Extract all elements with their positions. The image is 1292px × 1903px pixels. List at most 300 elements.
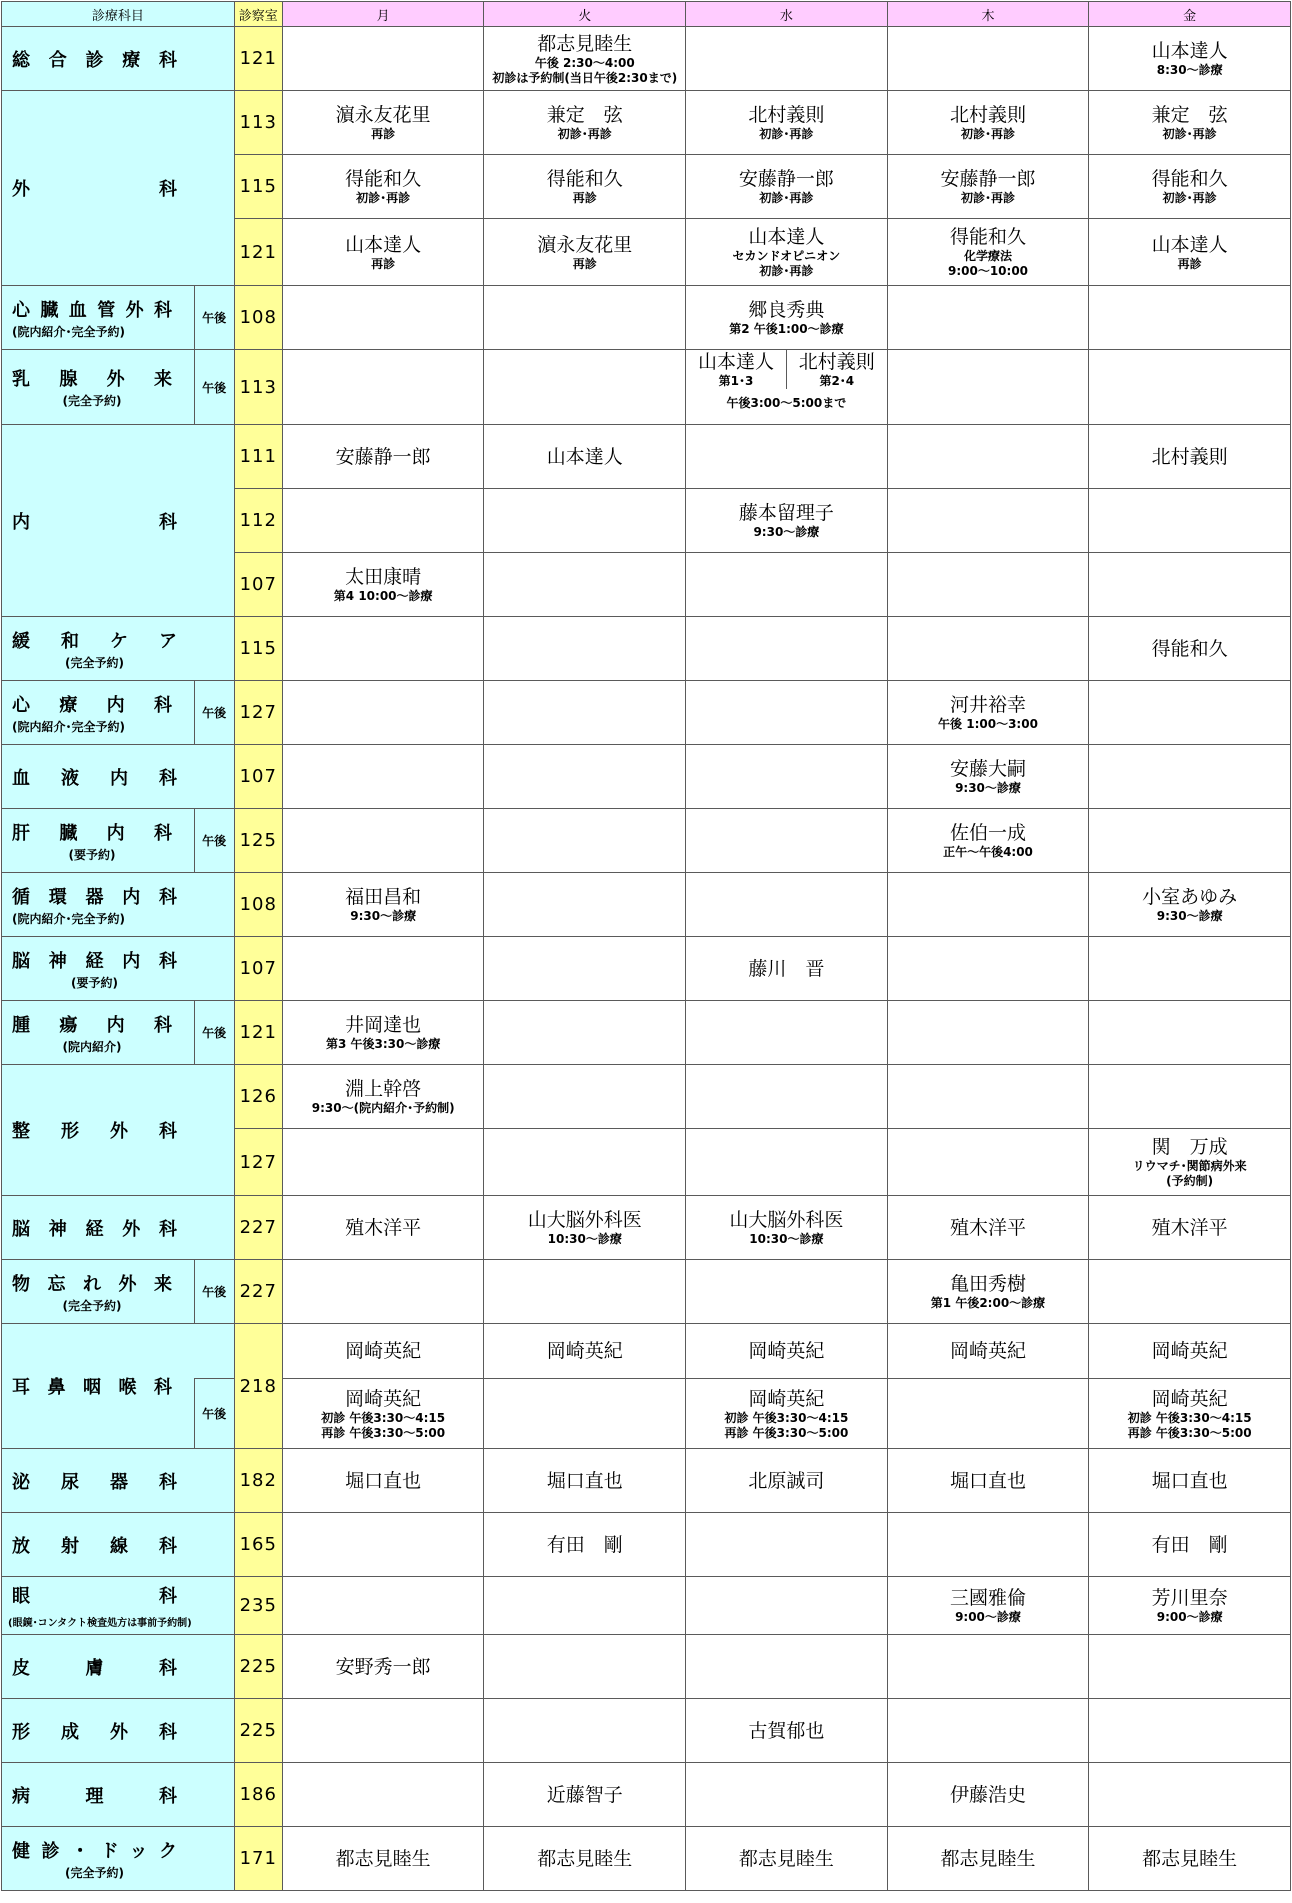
schedule-note: 午後3:00～5:00まで <box>726 396 847 410</box>
schedule-cell <box>484 286 686 350</box>
room-number: 171 <box>234 1827 282 1891</box>
dept-cell <box>2 1065 235 1196</box>
schedule-cell <box>887 286 1089 350</box>
table-row <box>2 91 1291 155</box>
header-fri: 金 <box>1089 2 1291 27</box>
schedule-cell <box>887 1827 1089 1891</box>
room-number: 121 <box>234 1001 282 1065</box>
schedule-sheet <box>1 1 1291 1891</box>
dept-cell <box>2 1513 235 1577</box>
schedule-note: 9:00～10:00 <box>947 264 1029 278</box>
schedule-cell <box>887 489 1089 553</box>
doctor-name: 藤本留理子 <box>738 502 834 524</box>
doctor-name: 北村義則 <box>798 351 875 373</box>
room-number: 126 <box>234 1065 282 1129</box>
schedule-cell <box>887 1065 1089 1129</box>
dept-subnote: (完全予約) <box>65 655 124 670</box>
doctor-name: 北村義則 <box>949 104 1026 126</box>
schedule-cell <box>1089 617 1291 681</box>
schedule-cell <box>686 1577 888 1635</box>
schedule-cell <box>686 1196 888 1260</box>
schedule-cell <box>686 745 888 809</box>
doctor-name: 有田 剛 <box>1151 1533 1228 1556</box>
schedule-note: 第3 午後3:30～診療 <box>325 1037 441 1051</box>
schedule-cell <box>484 1260 686 1324</box>
doctor-name: 小室あゆみ <box>1142 886 1238 908</box>
schedule-cell <box>282 219 484 286</box>
schedule-cell <box>1089 1635 1291 1699</box>
header-tue: 火 <box>484 2 686 27</box>
schedule-note: 10:30～診療 <box>749 1232 824 1246</box>
dept-subnote: (完全予約) <box>62 394 122 408</box>
schedule-note: 再診 午後3:30～5:00 <box>321 1425 446 1440</box>
table-row <box>2 681 1291 745</box>
schedule-cell <box>484 425 686 489</box>
doctor-name: 山本達人 <box>1151 233 1228 256</box>
dept-name: 乳腺外来 <box>12 369 172 390</box>
dept-cell <box>2 425 235 617</box>
table-row <box>2 1513 1291 1577</box>
schedule-note: 9:00～診療 <box>1156 1610 1223 1624</box>
schedule-cell <box>1089 1065 1291 1129</box>
schedule-note: 第2 午後1:00～診療 <box>729 322 844 336</box>
schedule-cell <box>686 1449 888 1513</box>
schedule-cell <box>887 1196 1089 1260</box>
schedule-cell <box>887 873 1089 937</box>
schedule-cell <box>484 91 686 155</box>
doctor-name: 関 万成 <box>1151 1136 1228 1158</box>
doctor-name: 岡崎英紀 <box>1151 1387 1228 1410</box>
schedule-cell <box>1089 745 1291 809</box>
schedule-cell <box>282 681 484 745</box>
schedule-cell <box>484 27 686 91</box>
schedule-note: 9:30～診療 <box>753 525 820 539</box>
schedule-cell <box>887 27 1089 91</box>
dept-name: 物忘れ外来 <box>12 1273 172 1295</box>
schedule-cell <box>887 1513 1089 1577</box>
doctor-name: 伊藤浩史 <box>949 1783 1026 1806</box>
schedule-cell <box>887 745 1089 809</box>
table-row <box>2 1260 1291 1324</box>
room-number: 108 <box>234 873 282 937</box>
split-left <box>686 350 787 389</box>
table-row <box>2 1065 1291 1129</box>
schedule-cell <box>484 1513 686 1577</box>
schedule-cell <box>1089 1827 1291 1891</box>
schedule-note: 初診 午後3:30～4:15 <box>1127 1410 1252 1425</box>
schedule-cell <box>484 1324 686 1379</box>
schedule-cell <box>484 681 686 745</box>
dept-name: 皮膚科 <box>12 1657 177 1679</box>
schedule-cell <box>1089 1763 1291 1827</box>
doctor-name: 殖木洋平 <box>345 1216 422 1239</box>
dept-name: 整形外科 <box>12 1121 177 1142</box>
room-number: 108 <box>234 286 282 350</box>
schedule-cell <box>686 1379 888 1449</box>
schedule-cell <box>484 1827 686 1891</box>
dept-subnote: (院内紹介･完全予約) <box>12 911 125 926</box>
schedule-cell <box>282 809 484 873</box>
doctor-name: 北村義則 <box>1151 445 1228 468</box>
dept-subnote: (院内紹介･完全予約) <box>12 719 125 734</box>
dept-name: 心臓血管外科 <box>12 299 172 321</box>
dept-subnote: (完全予約) <box>62 1298 122 1313</box>
dept-cell <box>2 1001 195 1065</box>
outpatient-schedule-table <box>1 1 1291 1891</box>
doctor-name: 都志見睦生 <box>738 1847 834 1870</box>
schedule-cell <box>1089 1129 1291 1196</box>
room-number: 227 <box>234 1260 282 1324</box>
doctor-name: 殖木洋平 <box>949 1216 1026 1239</box>
schedule-cell <box>484 1379 686 1449</box>
schedule-cell <box>282 1065 484 1129</box>
schedule-cell <box>1089 553 1291 617</box>
room-number: 121 <box>234 27 282 91</box>
schedule-cell <box>484 1196 686 1260</box>
dept-cell-spacer <box>194 1324 234 1379</box>
room-number: 225 <box>234 1635 282 1699</box>
doctor-name: 安藤静一郎 <box>738 168 834 190</box>
doctor-name: 岡崎英紀 <box>546 1340 623 1362</box>
schedule-cell <box>686 937 888 1001</box>
schedule-cell <box>1089 286 1291 350</box>
schedule-cell <box>282 91 484 155</box>
dept-cell <box>2 809 195 873</box>
dept-cell <box>2 617 235 681</box>
room-number: 225 <box>234 1699 282 1763</box>
schedule-cell <box>686 873 888 937</box>
dept-subnote: (要予約) <box>71 975 118 990</box>
schedule-cell <box>1089 1196 1291 1260</box>
schedule-cell <box>484 1763 686 1827</box>
schedule-cell <box>282 1513 484 1577</box>
dept-name: 脳神経内科 <box>12 950 177 972</box>
schedule-cell <box>686 809 888 873</box>
schedule-cell <box>282 1324 484 1379</box>
afternoon-label: 午後 <box>194 809 234 873</box>
doctor-name: 岡崎英紀 <box>748 1387 825 1410</box>
dept-name: 心療内科 <box>12 694 172 716</box>
schedule-cell <box>484 553 686 617</box>
schedule-cell <box>887 809 1089 873</box>
schedule-note: 初診 午後3:30～4:15 <box>321 1410 446 1425</box>
doctor-name: 堀口直也 <box>1151 1469 1228 1492</box>
dept-name: 腫瘍内科 <box>12 1014 172 1036</box>
dept-name: 眼科 <box>12 1586 177 1607</box>
schedule-cell <box>484 745 686 809</box>
schedule-cell <box>887 681 1089 745</box>
schedule-cell <box>282 1635 484 1699</box>
doctor-name: 得能和久 <box>546 168 623 190</box>
schedule-cell <box>1089 873 1291 937</box>
afternoon-label: 午後 <box>194 1379 234 1449</box>
schedule-cell <box>484 350 686 425</box>
dept-name: 放射線科 <box>12 1535 177 1557</box>
schedule-cell <box>887 425 1089 489</box>
dept-cell <box>2 1763 235 1827</box>
table-row <box>2 745 1291 809</box>
schedule-cell <box>282 1196 484 1260</box>
schedule-cell <box>282 745 484 809</box>
doctor-name: 有田 剛 <box>546 1533 623 1556</box>
doctor-name: 近藤智子 <box>546 1783 623 1806</box>
schedule-cell <box>282 27 484 91</box>
room-number: 115 <box>234 617 282 681</box>
room-number: 165 <box>234 1513 282 1577</box>
schedule-cell <box>484 1577 686 1635</box>
header-wed: 水 <box>686 2 888 27</box>
schedule-cell <box>282 937 484 1001</box>
schedule-note: 8:30～診療 <box>1156 63 1223 77</box>
schedule-cell <box>484 1699 686 1763</box>
schedule-note: 初診･再診 <box>759 127 814 141</box>
doctor-name: 淵上幹啓 <box>345 1078 422 1100</box>
table-row <box>2 1324 1291 1379</box>
dept-cell <box>2 286 195 350</box>
schedule-cell <box>887 937 1089 1001</box>
schedule-note: 午後 1:00～3:00 <box>938 717 1038 731</box>
schedule-cell <box>282 1001 484 1065</box>
doctor-name: 堀口直也 <box>546 1469 623 1492</box>
schedule-note: 化学療法 <box>963 249 1012 263</box>
dept-subnote: (要予約) <box>68 847 116 862</box>
schedule-note: 初診は予約制(当日午後2:30まで) <box>492 70 678 85</box>
schedule-cell <box>686 1827 888 1891</box>
schedule-cell <box>887 1577 1089 1635</box>
dept-cell <box>2 1699 235 1763</box>
dept-cell <box>2 27 235 91</box>
split-right <box>787 350 887 389</box>
schedule-cell <box>484 489 686 553</box>
schedule-cell <box>1089 155 1291 219</box>
schedule-cell <box>282 425 484 489</box>
schedule-cell <box>484 809 686 873</box>
schedule-cell <box>887 1449 1089 1513</box>
doctor-name: 三國雅倫 <box>949 1587 1026 1609</box>
schedule-cell <box>686 681 888 745</box>
doctor-name: 郷良秀典 <box>748 299 825 321</box>
room-number: 113 <box>234 350 282 425</box>
schedule-cell <box>686 1001 888 1065</box>
schedule-cell <box>1089 425 1291 489</box>
doctor-name: 河井裕幸 <box>949 694 1026 716</box>
schedule-cell <box>282 1827 484 1891</box>
header-mon: 月 <box>282 2 484 27</box>
dept-name: 泌尿器科 <box>12 1471 177 1493</box>
schedule-cell <box>282 553 484 617</box>
dept-name: 脳神経外科 <box>12 1218 177 1240</box>
schedule-cell <box>1089 1324 1291 1379</box>
dept-cell <box>2 681 195 745</box>
dept-subnote: (完全予約) <box>65 1865 124 1880</box>
schedule-note: 再診 午後3:30～5:00 <box>724 1425 849 1440</box>
schedule-cell <box>686 1260 888 1324</box>
schedule-cell <box>282 1449 484 1513</box>
dept-cell <box>2 1449 235 1513</box>
schedule-cell <box>686 1763 888 1827</box>
room-number: 111 <box>234 425 282 489</box>
schedule-cell <box>1089 27 1291 91</box>
table-row <box>2 809 1291 873</box>
doctor-name: 北原誠司 <box>748 1469 825 1492</box>
schedule-cell <box>484 1001 686 1065</box>
schedule-cell <box>282 1260 484 1324</box>
doctor-name: 佐伯一成 <box>949 822 1026 844</box>
schedule-cell <box>887 1763 1089 1827</box>
dept-name: 耳鼻咽喉科 <box>12 1377 172 1398</box>
doctor-name: 山本達人 <box>345 233 422 256</box>
schedule-note: (予約制) <box>1166 1174 1214 1188</box>
dept-name: 形成外科 <box>12 1721 177 1743</box>
dept-subnote: (眼鏡･コンタクト検査処方は事前予約制) <box>8 1618 192 1629</box>
dept-cell <box>2 350 195 425</box>
room-number: 127 <box>234 1129 282 1196</box>
doctor-name: 山本達人 <box>1151 40 1228 62</box>
room-number: 121 <box>234 219 282 286</box>
doctor-name: 堀口直也 <box>345 1469 422 1492</box>
doctor-name: 岡崎英紀 <box>345 1340 422 1362</box>
table-row <box>2 1001 1291 1065</box>
schedule-note: セカンドオピニオン <box>732 249 841 263</box>
table-row <box>2 350 1291 425</box>
schedule-note: 第1 午後2:00～診療 <box>930 1296 1046 1310</box>
doctor-name: 殖木洋平 <box>1151 1216 1228 1239</box>
dept-name: 総合診療科 <box>12 49 177 71</box>
doctor-name: 兼定 弦 <box>1151 104 1228 126</box>
schedule-cell <box>1089 1260 1291 1324</box>
schedule-cell <box>282 286 484 350</box>
schedule-note: 午後 2:30～4:00 <box>534 55 635 70</box>
schedule-cell <box>887 155 1089 219</box>
doctor-name: 岡崎英紀 <box>345 1387 422 1410</box>
header-room: 診察室 <box>234 2 282 27</box>
schedule-cell <box>484 1635 686 1699</box>
doctor-name: 安野秀一郎 <box>335 1655 431 1678</box>
schedule-cell <box>686 350 888 425</box>
doctor-name: 安藤静一郎 <box>335 445 431 468</box>
schedule-note: 第4 10:00～診療 <box>333 589 433 603</box>
schedule-cell <box>1089 219 1291 286</box>
schedule-note: 再診 <box>1177 256 1202 271</box>
schedule-cell <box>484 873 686 937</box>
doctor-name: 得能和久 <box>345 168 422 190</box>
header-dept: 診療科目 <box>2 2 235 27</box>
table-row <box>2 1577 1291 1635</box>
doctor-name: 山本達人 <box>697 351 774 373</box>
schedule-cell <box>887 91 1089 155</box>
doctor-name: 福田昌和 <box>345 886 422 908</box>
schedule-note: 初診･再診 <box>759 191 814 205</box>
afternoon-label: 午後 <box>194 350 234 425</box>
room-number: 107 <box>234 745 282 809</box>
dept-cell <box>2 1577 235 1635</box>
schedule-note: リウマチ･関節病外来 <box>1132 1159 1247 1173</box>
schedule-cell <box>484 1065 686 1129</box>
schedule-cell <box>1089 1001 1291 1065</box>
schedule-note: 再診 午後3:30～5:00 <box>1127 1425 1252 1440</box>
schedule-cell <box>282 1379 484 1449</box>
schedule-note: 再診 <box>572 256 597 271</box>
table-row <box>2 873 1291 937</box>
dept-cell <box>2 1260 195 1324</box>
doctor-name: 藤川 晋 <box>748 957 825 980</box>
doctor-name: 岡崎英紀 <box>748 1340 825 1362</box>
schedule-cell <box>686 489 888 553</box>
dept-name: 血液内科 <box>12 767 177 789</box>
schedule-cell <box>686 617 888 681</box>
dept-name: 外科 <box>12 179 177 200</box>
table-row <box>2 425 1291 489</box>
dept-cell <box>2 873 235 937</box>
schedule-cell <box>686 553 888 617</box>
dept-cell <box>2 745 235 809</box>
schedule-cell <box>887 1324 1089 1379</box>
schedule-cell <box>686 27 888 91</box>
doctor-name: 得能和久 <box>1151 637 1228 660</box>
dept-name: 緩和ケア <box>12 630 177 652</box>
doctor-name: 濵永友花里 <box>537 233 633 256</box>
table-row <box>2 1449 1291 1513</box>
doctor-name: 山大脳外科医 <box>729 1209 844 1231</box>
afternoon-label: 午後 <box>194 1260 234 1324</box>
room-number: 125 <box>234 809 282 873</box>
table-row <box>2 1379 1291 1449</box>
schedule-cell <box>1089 937 1291 1001</box>
doctor-name: 北村義則 <box>748 104 825 126</box>
schedule-cell <box>686 286 888 350</box>
schedule-note: 9:30～診療 <box>1156 909 1223 923</box>
room-number: 112 <box>234 489 282 553</box>
schedule-cell <box>887 1001 1089 1065</box>
schedule-note: 初診･再診 <box>960 127 1015 141</box>
room-number: 107 <box>234 553 282 617</box>
doctor-name: 都志見睦生 <box>537 1847 633 1870</box>
schedule-cell <box>686 1635 888 1699</box>
schedule-cell <box>1089 489 1291 553</box>
doctor-name: 安藤静一郎 <box>940 168 1036 190</box>
schedule-note: 10:30～診療 <box>547 1232 622 1246</box>
table-row <box>2 1635 1291 1699</box>
room-number: 127 <box>234 681 282 745</box>
schedule-cell <box>686 1513 888 1577</box>
table-row <box>2 1827 1291 1891</box>
dept-cell <box>2 1827 235 1891</box>
schedule-cell <box>887 1379 1089 1449</box>
schedule-note: 9:00～診療 <box>955 1610 1021 1624</box>
schedule-cell <box>686 1065 888 1129</box>
schedule-cell <box>484 937 686 1001</box>
doctor-name: 都志見睦生 <box>1142 1847 1238 1870</box>
room-number: 115 <box>234 155 282 219</box>
schedule-note: 再診 <box>572 191 597 205</box>
schedule-cell <box>887 1129 1089 1196</box>
schedule-cell <box>1089 681 1291 745</box>
schedule-cell <box>1089 809 1291 873</box>
schedule-cell <box>686 91 888 155</box>
schedule-cell <box>1089 1379 1291 1449</box>
dept-cell <box>2 1635 235 1699</box>
doctor-name: 都志見睦生 <box>940 1847 1036 1870</box>
dept-subnote: (院内紹介･完全予約) <box>12 324 125 339</box>
header-row <box>2 2 1291 27</box>
dept-cell <box>2 1196 235 1260</box>
schedule-note: 初診･再診 <box>1162 127 1217 141</box>
schedule-cell <box>282 489 484 553</box>
schedule-cell <box>484 1129 686 1196</box>
doctor-name: 堀口直也 <box>949 1469 1026 1492</box>
schedule-cell <box>887 553 1089 617</box>
schedule-cell <box>282 1577 484 1635</box>
